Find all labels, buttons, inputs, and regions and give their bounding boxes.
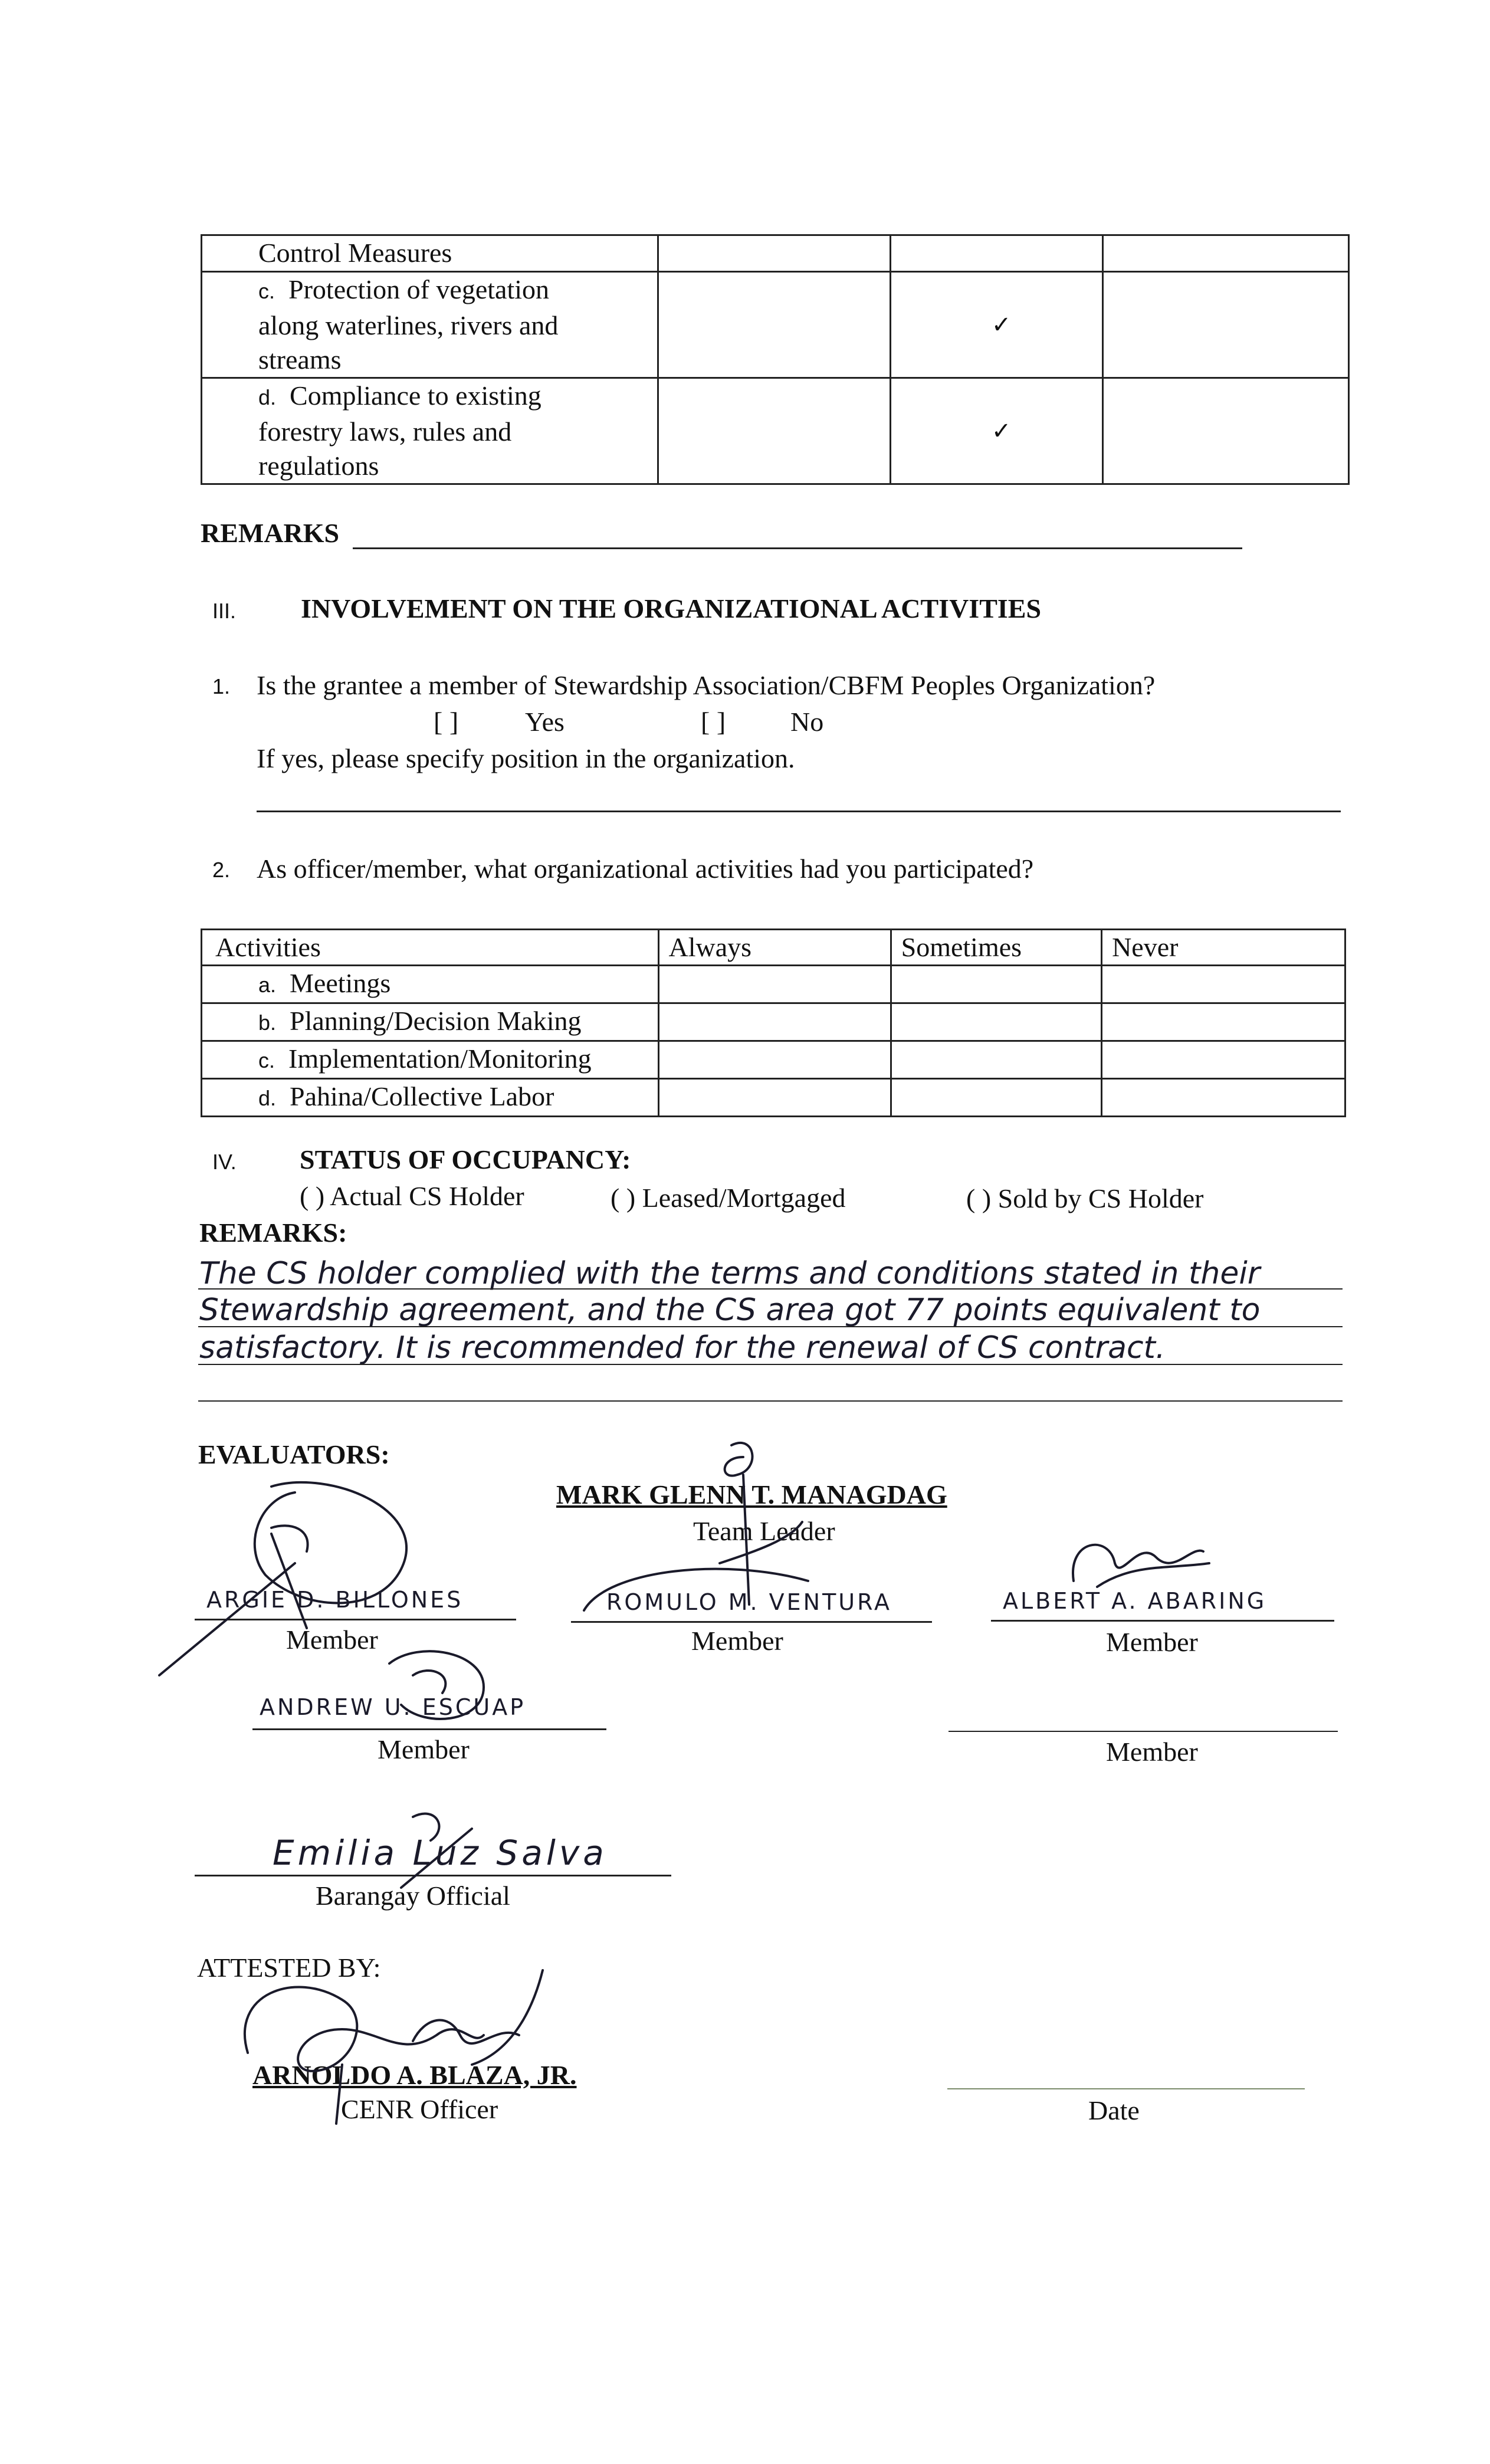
no-label: No [790, 707, 824, 737]
section-title: STATUS OF OCCUPANCY: [300, 1144, 631, 1174]
occupancy-option-leased[interactable]: ( ) Leased/Mortgaged [611, 1183, 846, 1213]
table-header: Activities [202, 930, 659, 966]
sometimes-cell[interactable] [891, 1079, 1101, 1117]
always-cell[interactable] [658, 1041, 891, 1079]
member-role: Member [378, 1734, 470, 1764]
signature-scribble-member-3 [1062, 1528, 1215, 1599]
team-leader-name: MARK GLENN T. MANAGDAG [556, 1479, 947, 1510]
remarks-line [353, 547, 1242, 549]
attested-name: ARNOLDO A. BLAZA, JR. [252, 2060, 577, 2090]
table-header: Always [658, 930, 891, 966]
signature-line[interactable] [949, 1731, 1338, 1732]
signature-scribble-member-4 [366, 1640, 507, 1746]
member-signature-name: ANDREW U. ESCUAP [260, 1694, 526, 1720]
no-checkbox[interactable]: [ ] [701, 707, 726, 737]
remarks-line [198, 1326, 1343, 1327]
signature-scribble-cenr [224, 1947, 554, 2135]
member-role: Member [286, 1625, 378, 1655]
table-row: a. Meetings [202, 966, 1345, 1003]
occupancy-option-actual[interactable]: ( ) Actual CS Holder [300, 1181, 524, 1211]
table-cell: Control Measures [202, 235, 658, 272]
team-leader-role: Team Leader [693, 1516, 835, 1546]
remarks-label: REMARKS: [199, 1218, 347, 1248]
position-line[interactable] [257, 811, 1341, 812]
sometimes-cell[interactable] [891, 1041, 1101, 1079]
check-mark: ✓ [891, 378, 1102, 484]
remarks-line [198, 1288, 1343, 1290]
yes-label: Yes [525, 707, 565, 737]
never-cell[interactable] [1102, 1041, 1345, 1079]
section-title: INVOLVEMENT ON THE ORGANIZATIONAL ACTIVITIES [301, 593, 1042, 624]
always-cell[interactable] [658, 1003, 891, 1041]
handwritten-remarks-line: The CS holder complied with the terms and conditions stated in their [199, 1256, 1261, 1291]
member-signature-name: ALBERT A. ABARING [1003, 1588, 1267, 1614]
check-mark: ✓ [891, 272, 1102, 378]
occupancy-option-sold[interactable]: ( ) Sold by CS Holder [966, 1183, 1204, 1213]
date-line[interactable] [947, 2088, 1305, 2089]
attested-label: ATTESTED BY: [197, 1953, 381, 1983]
always-cell[interactable] [658, 1079, 891, 1117]
activities-table [201, 928, 1346, 1117]
member-signature-name: ARGIE D. BILLONES [206, 1587, 464, 1613]
signature-line [991, 1620, 1334, 1622]
remarks-line [198, 1400, 1343, 1402]
member-role: Member [691, 1626, 783, 1656]
question-text: As officer/member, what organizational activities had you participated? [257, 854, 1034, 884]
member-role: Member [1106, 1737, 1198, 1767]
section-number: III. [212, 599, 237, 623]
question-number: 2. [212, 858, 231, 882]
table-cell: d. Compliance to existing forestry laws, rules and regulations [202, 378, 658, 484]
table-row: c. Implementation/Monitoring [202, 1041, 1345, 1079]
handwritten-remarks-line: Stewardship agreement, and the CS area got 77 points equivalent to [199, 1292, 1261, 1328]
remarks-label: REMARKS [201, 518, 340, 548]
never-cell[interactable] [1102, 966, 1345, 1003]
table-cell: c. Protection of vegetation along waterlines, rivers and streams [202, 272, 658, 378]
barangay-role: Barangay Official [316, 1881, 510, 1911]
section-number: IV. [212, 1150, 237, 1174]
attested-role: CENR Officer [341, 2094, 498, 2124]
table-header: Never [1102, 930, 1345, 966]
signature-scribble-member-2 [572, 1563, 820, 1628]
barangay-signature-name: Emilia Luz Salva [273, 1833, 608, 1873]
remarks-line [198, 1364, 1343, 1365]
never-cell[interactable] [1102, 1003, 1345, 1041]
table-header: Sometimes [891, 930, 1101, 966]
control-measures-table [201, 234, 1350, 485]
sometimes-cell[interactable] [891, 966, 1101, 1003]
never-cell[interactable] [1102, 1079, 1345, 1117]
yes-checkbox[interactable]: [ ] [434, 707, 459, 737]
date-label: Date [1088, 2095, 1140, 2125]
sometimes-cell[interactable] [891, 1003, 1101, 1041]
evaluators-label: EVALUATORS: [198, 1439, 390, 1469]
question-text: Is the grantee a member of Stewardship Association/CBFM Peoples Organization? [257, 670, 1156, 700]
table-row: d. Pahina/Collective Labor [202, 1079, 1345, 1117]
signature-scribble-barangay [378, 1793, 495, 1911]
member-role: Member [1106, 1627, 1198, 1657]
question-number: 1. [212, 674, 231, 698]
always-cell[interactable] [658, 966, 891, 1003]
question-followup: If yes, please specify position in the organization. [257, 743, 795, 773]
member-signature-name: ROMULO M. VENTURA [606, 1589, 892, 1615]
table-row: b. Planning/Decision Making [202, 1003, 1345, 1041]
handwritten-remarks-line: satisfactory. It is recommended for the renewal of CS contract. [199, 1330, 1166, 1366]
